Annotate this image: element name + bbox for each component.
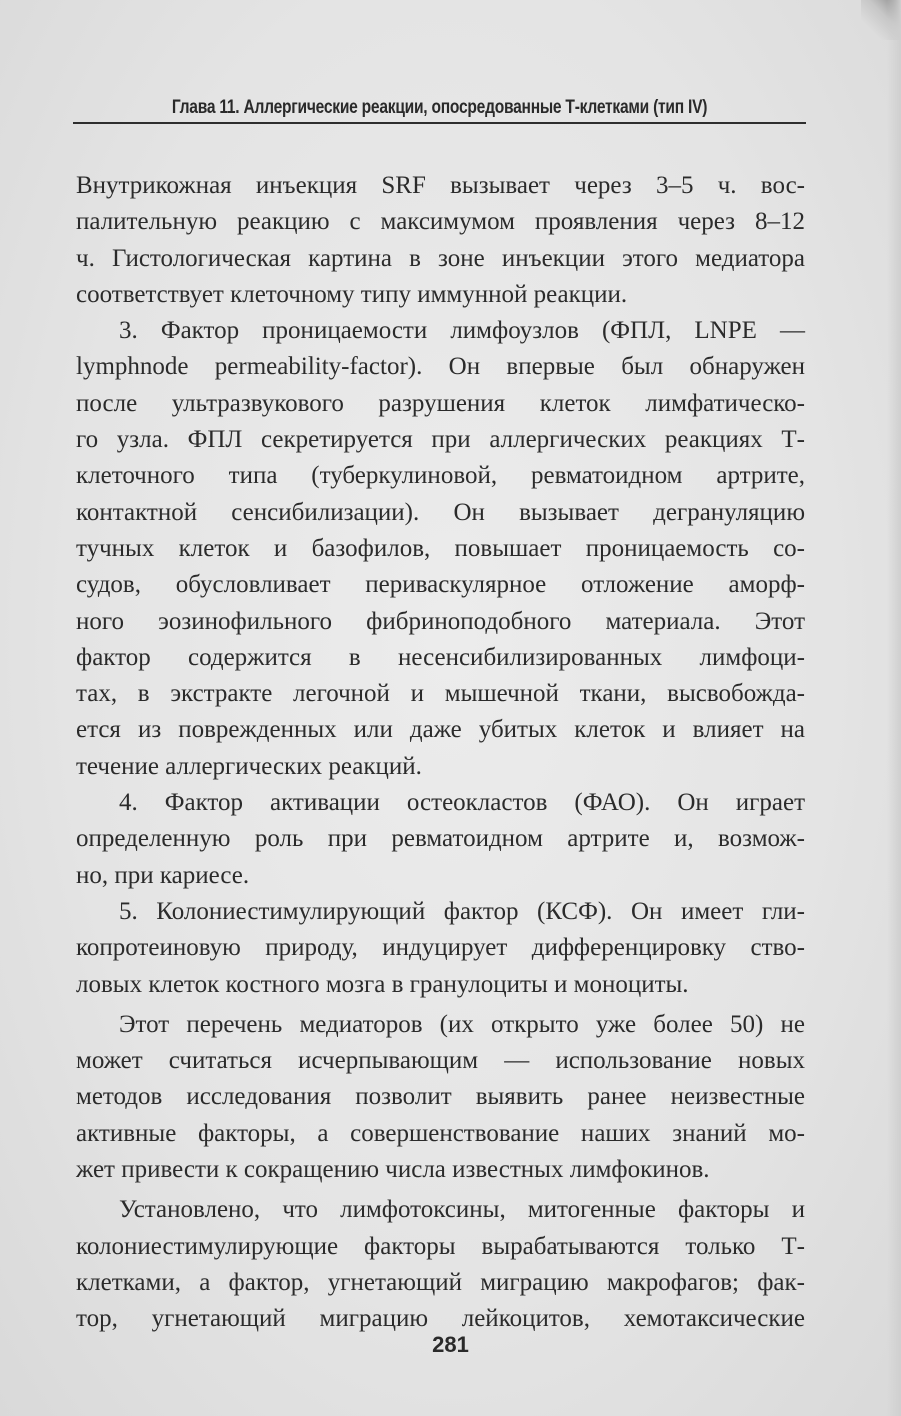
text-line: Внутрикожная инъекция SRF вызывает через 3–5 ч. вос- xyxy=(76,172,805,199)
page-number: 281 xyxy=(432,1332,469,1357)
text-line: жет привести к сокращению числа известных лимфокинов. xyxy=(76,1156,710,1184)
text-line: контактной сенсибилизации). Он вызывает дегрануляцию xyxy=(76,498,805,526)
text-line: судов, обусловливает периваскулярное отложение аморф- xyxy=(76,571,805,599)
text-line: течение аллергических реакций. xyxy=(76,752,422,780)
page-edge-shading xyxy=(887,0,901,1416)
running-title: Глава 11. Аллергические реакции, опосредованные Т-клетками (тип IV) xyxy=(171,97,708,118)
body-text xyxy=(76,168,805,1338)
text-line: 4. Фактор активации остеокластов (ФАО). Он играет xyxy=(119,789,805,817)
text-line: Этот перечень медиаторов (их открыто уже более 50) не xyxy=(119,1010,805,1038)
running-header xyxy=(73,97,806,127)
text-line: методов исследования позволит выявить ранее неизвестные xyxy=(76,1083,805,1111)
text-line: определенную роль при ревматоидном артрите и, возмож- xyxy=(76,825,805,853)
text-line: го узла. ФПЛ секретируется при аллергических реакциях Т- xyxy=(76,426,805,454)
text-line: может считаться исчерпывающим — использование новых xyxy=(76,1047,805,1075)
text-line: тор, угнетающий миграцию лейкоцитов, хемотаксические xyxy=(76,1305,805,1333)
text-line: фактор содержится в несенсибилизированных лимфоци- xyxy=(76,643,805,671)
text-line: ловых клеток костного мозга в гранулоциты и моноциты. xyxy=(76,970,689,998)
text-line: но, при кариесе. xyxy=(76,861,250,889)
text-line: 5. Колониестимулирующий фактор (КСФ). Он имеет гли- xyxy=(119,897,805,925)
text-line: колониестимулирующие факторы вырабатываются только Т- xyxy=(76,1232,805,1260)
text-line: копротеиновую природу, индуцирует дифференцировку ство- xyxy=(76,934,805,962)
text-line: активные факторы, а совершенствование наших знаний мо- xyxy=(76,1119,805,1147)
text-line: 3. Фактор проницаемости лимфоузлов (ФПЛ, LNPE — xyxy=(119,317,805,345)
text-line: ч. Гистологическая картина в зоне инъекции этого медиатора xyxy=(76,244,805,272)
text-line: после ультразвукового разрушения клеток лимфатическо- xyxy=(76,389,805,417)
header-rule xyxy=(73,122,806,124)
text-line: Установлено, что лимфотоксины, митогенные факторы и xyxy=(119,1196,805,1224)
text-line: lymphnode permeability-factor). Он впервые был обнаружен xyxy=(76,353,805,381)
text-line: тучных клеток и базофилов, повышает проницаемость со- xyxy=(76,534,805,562)
text-line: соответствует клеточному типу иммунной реакции. xyxy=(76,280,628,308)
text-line: ного эозинофильного фибриноподобного материала. Этот xyxy=(76,607,805,635)
text-line: клетками, а фактор, угнетающий миграцию макрофагов; фак- xyxy=(76,1268,805,1296)
text-line: палительную реакцию с максимумом проявления через 8–12 xyxy=(76,208,805,236)
text-line: клеточного типа (туберкулиновой, ревматоидном артрите, xyxy=(76,462,805,490)
text-line: тах, в экстракте легочной и мышечной ткани, высвобожда- xyxy=(76,680,805,708)
text-line: ется из поврежденных или даже убитых клеток и влияет на xyxy=(76,716,805,744)
